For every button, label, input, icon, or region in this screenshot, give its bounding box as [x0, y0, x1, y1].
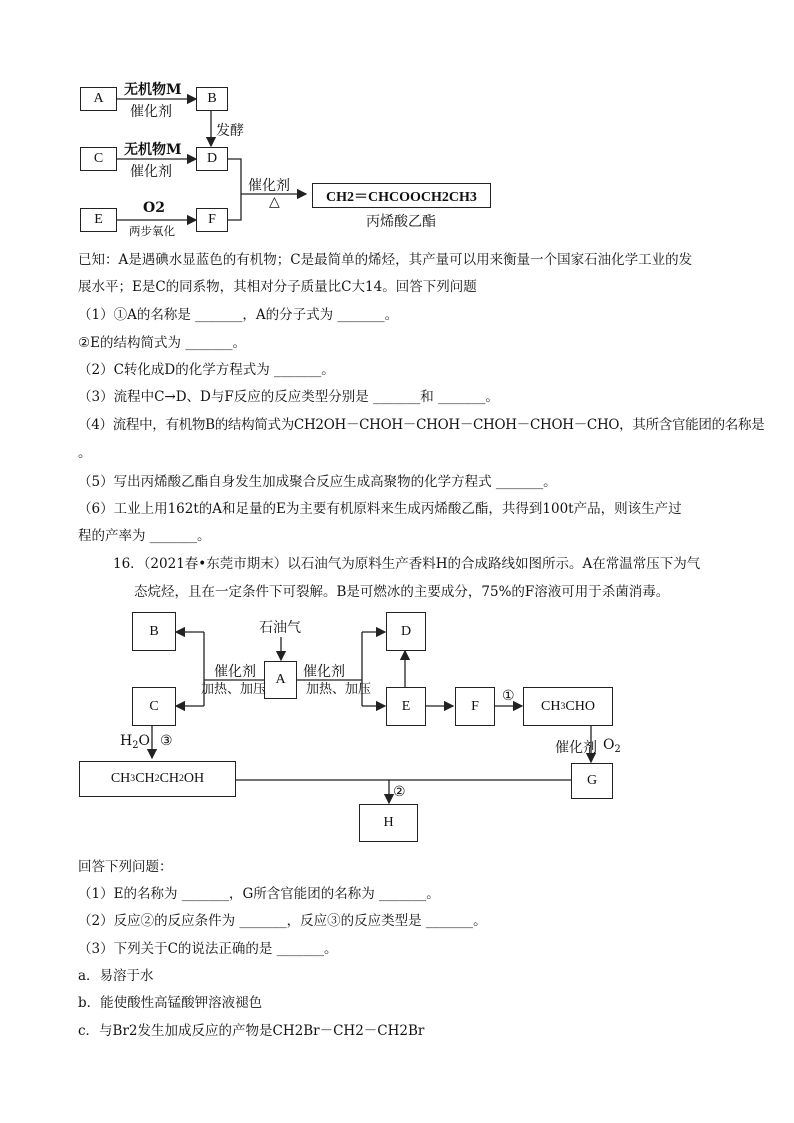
box2-c: C	[132, 687, 176, 726]
box2-e: E	[386, 687, 426, 726]
q16-q1: （1）E的名称为 _______，G所含官能团的名称为 _______。	[78, 886, 440, 902]
label-step1: ①	[502, 688, 515, 704]
label-right-top: 催化剂	[303, 664, 345, 680]
q16-q3: （3）下列关于C的说法正确的是 _______。	[78, 941, 338, 957]
q16-answer-intro: 回答下列问题：	[78, 859, 173, 875]
q16-intro-line1: 16．（2021春•东莞市期末）以石油气为原料生产香料H的合成路线如图所示。A在常温常压下为气	[113, 556, 701, 572]
box2-g: G	[571, 763, 613, 799]
q15-q3: （3）流程中C→D、D与F反应的反应类型分别是 _______和 _______。	[78, 389, 499, 405]
label-ef-bottom: 两步氧化	[129, 224, 175, 238]
box-e: E	[80, 208, 117, 232]
label-bd: 发酵	[216, 123, 244, 139]
box2-ch3cho: CH 3 CHO	[523, 687, 613, 726]
source-petroleum-gas: 石油气	[259, 620, 301, 636]
box2-a: A	[264, 661, 297, 699]
q16-option-a: a．易溶于水	[78, 968, 154, 984]
box2-d: D	[386, 612, 426, 651]
box-d: D	[196, 147, 228, 171]
q16-option-c: c．与Br2发生加成反应的产物是CH2Br－CH2－CH2Br	[78, 1023, 425, 1039]
label-step3: ③	[160, 733, 173, 749]
q15-q6-line1: （6）工业上用162t的A和足量的E为主要有机原料来生成丙烯酸乙酯，共得到100t产品，则该生产过	[78, 501, 682, 517]
product-name: 丙烯酸乙酯	[366, 214, 436, 230]
label-ef-top: O2	[143, 200, 165, 216]
label-cd-bottom: 催化剂	[130, 164, 172, 180]
label-to-g-right: $O_2$	[603, 737, 621, 755]
box2-propanol: CH 3 CH 2 CH 2 OH	[79, 761, 236, 797]
q15-known-line2: 展水平；E是C的同系物，其相对分子质量比C大14。回答下列问题	[78, 279, 477, 295]
q16-option-b: b．能使酸性高锰酸钾溶液褪色	[78, 995, 263, 1011]
q15-q4-line1: （4）流程中，有机物B的结构简式为CH2OH－CHOH－CHOH－CHOH－CHOH－CHO，其所含官能团的名称是	[78, 417, 765, 433]
box-a: A	[80, 87, 117, 111]
label-to-g-left: 催化剂	[555, 740, 597, 756]
label-ab-bottom: 催化剂	[130, 104, 172, 120]
q15-known-line1: 已知：A是遇碘水显蓝色的有机物；C是最简单的烯烃，其产量可以用来衡量一个国家石油化学工业的发	[78, 252, 693, 268]
q15-q1b: ②E的结构简式为 _______。	[78, 335, 246, 351]
box-b: B	[196, 87, 228, 111]
label-right-bottom: 加热、加压	[306, 682, 372, 697]
box2-b: B	[132, 612, 176, 651]
q16-intro-line2: 态烷烃，且在一定条件下可裂解。B是可燃冰的主要成分，75%的F溶液可用于杀菌消毒。	[134, 584, 670, 600]
box-f: F	[196, 208, 228, 232]
label-final-top: 催化剂	[248, 178, 290, 194]
label-left-top: 催化剂	[214, 664, 256, 680]
label-ab-top: 无机物M	[124, 82, 182, 98]
box2-f: F	[455, 687, 495, 726]
box-c: C	[80, 147, 117, 171]
label-step3-reagent: $H_2O$	[120, 733, 150, 751]
q15-q2: （2）C转化成D的化学方程式为 _______。	[78, 362, 335, 378]
q15-q6-line2: 程的产率为 _______。	[78, 528, 211, 544]
label-cd-top: 无机物M	[124, 142, 182, 158]
label-left-bottom: 加热、加压	[201, 682, 267, 697]
label-final-bottom: △	[269, 194, 280, 210]
q15-q5: （5）写出丙烯酸乙酯自身发生加成聚合反应生成高聚物的化学方程式 _______。	[78, 474, 557, 490]
box2-h: H	[359, 804, 418, 842]
q15-q4-line2: 。	[78, 445, 92, 461]
q15-q1a: （1）①A的名称是 _______，A的分子式为 _______。	[78, 307, 399, 323]
label-step2: ②	[393, 784, 406, 800]
q16-q2: （2）反应②的反应条件为 _______，反应③的反应类型是 _______。	[78, 913, 487, 929]
product-formula-box: CH2＝CHCOOCH2CH3	[312, 183, 491, 208]
